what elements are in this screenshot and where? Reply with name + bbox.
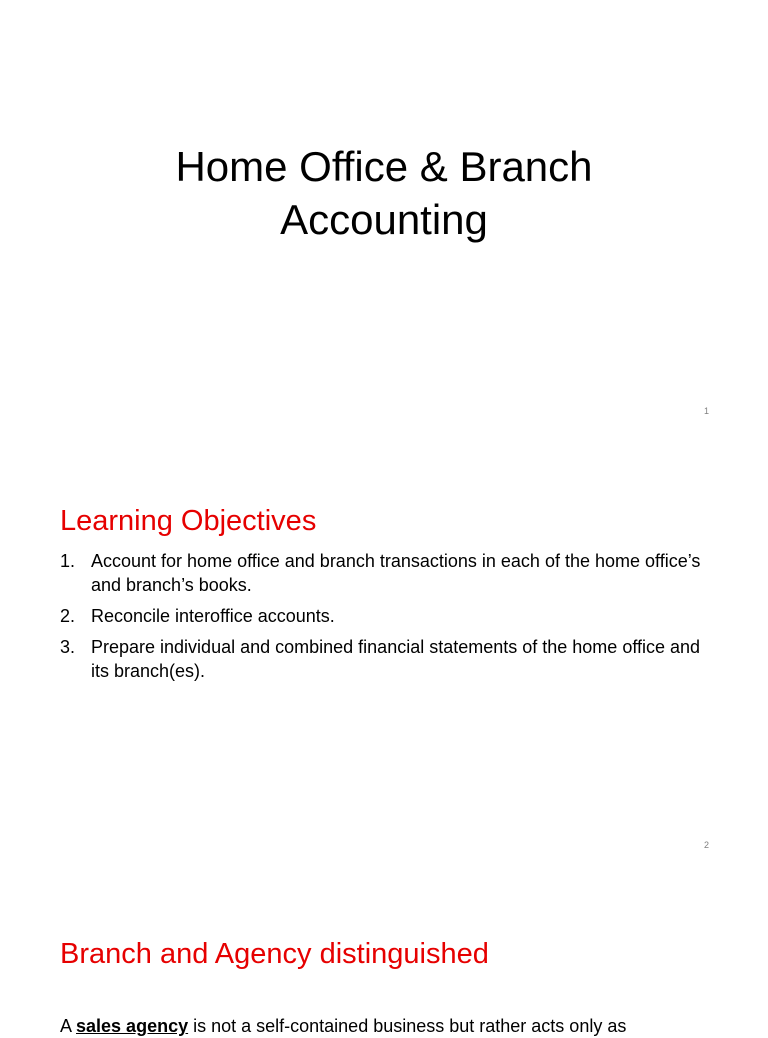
body-prefix: A: [60, 1016, 77, 1036]
list-item-text: Reconcile interoffice accounts.: [91, 606, 335, 626]
list-item: [60, 635, 720, 683]
list-item-number: 3.: [60, 637, 76, 657]
list-item-text: Account for home office and branch transactions in each of the home office’s and branch’s books.: [91, 551, 701, 595]
slide-2: [0, 434, 768, 868]
body-rest: is not a self-contained business but rather acts only as: [188, 1016, 627, 1036]
list-item-number: 1.: [60, 551, 76, 571]
branch-agency-heading: Branch and Agency distinguished: [60, 938, 489, 971]
list-item-number: 2.: [60, 606, 76, 626]
slide-title: [0, 140, 768, 246]
slide-title-line-2: Accounting: [280, 196, 488, 244]
list-item: [60, 604, 720, 628]
slide-title-line-1: Home Office & Branch: [175, 143, 593, 191]
list-item-text: Prepare individual and combined financial statements of the home office and its branch(es).: [91, 637, 701, 681]
objectives-list: [60, 549, 720, 690]
slide-number: 2: [703, 840, 709, 850]
slide-1: [0, 0, 768, 434]
slide-3: [0, 868, 768, 1036]
slide-number: 1: [703, 406, 709, 416]
learning-objectives-heading: Learning Objectives: [60, 505, 317, 538]
sales-agency-term: sales agency: [76, 1016, 189, 1036]
list-item: [60, 549, 720, 597]
body-paragraph: [60, 1014, 720, 1038]
